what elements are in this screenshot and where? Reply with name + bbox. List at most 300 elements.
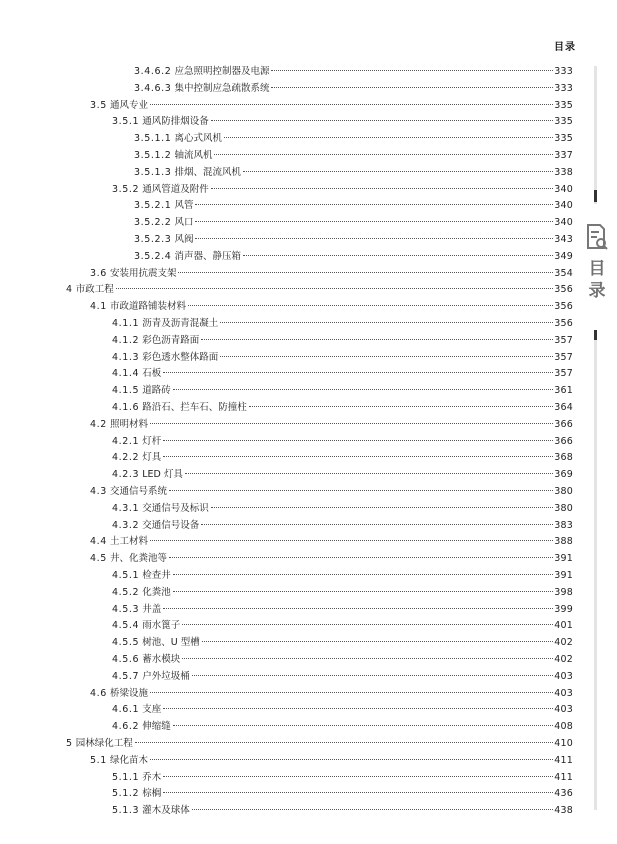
toc-entry-text: 市政工程 <box>75 284 114 296</box>
toc-page-number: 408 <box>554 721 573 733</box>
toc-entry-number: 5.1 <box>90 754 107 766</box>
toc-entry-number: 4.1.6 <box>112 402 140 413</box>
toc-page-number: 335 <box>554 116 573 128</box>
toc-entry-title <box>134 215 194 232</box>
toc-entry-text: 石板 <box>142 368 162 380</box>
toc-row <box>0 803 617 820</box>
toc-entry-title <box>112 770 162 787</box>
toc-entry[interactable] <box>112 568 573 585</box>
toc-row <box>0 350 617 367</box>
toc-entry-text: 雨水篦子 <box>142 620 181 632</box>
toc-entry-title <box>112 400 248 417</box>
toc-entry-text: 井、化粪池等 <box>109 553 167 565</box>
toc-entry-text: 通风管道及附件 <box>142 183 209 195</box>
toc-entry-text: 通风防排烟设备 <box>142 116 209 128</box>
toc-entry-number: 4.5.4 <box>112 620 140 632</box>
toc-entry-number: 4.1 <box>90 301 107 313</box>
toc-entry[interactable] <box>112 602 573 619</box>
toc-leader-dots <box>163 456 553 457</box>
toc-leader-dots <box>192 675 554 676</box>
toc-leader-dots <box>163 440 553 441</box>
toc-entry[interactable] <box>112 400 573 417</box>
toc-row <box>0 98 617 115</box>
toc-entry[interactable] <box>90 534 573 551</box>
toc-row <box>0 450 617 467</box>
page-header-title: 目录 <box>554 42 576 53</box>
toc-row <box>0 383 617 400</box>
toc-row <box>0 568 617 585</box>
toc-entry-text: 彩色沥青路面 <box>142 334 200 346</box>
toc-entry[interactable] <box>134 215 573 232</box>
side-decoration-line-top <box>594 66 597 204</box>
toc-entry-text: 绿化苗木 <box>109 754 148 766</box>
toc-entry-text: 灯杆 <box>142 435 162 447</box>
toc-entry-title <box>90 753 149 770</box>
toc-leader-dots <box>211 120 554 121</box>
toc-row <box>0 249 617 266</box>
toc-row <box>0 165 617 182</box>
toc-leader-dots <box>163 776 553 777</box>
toc-entry-title <box>112 450 162 467</box>
toc-page-number: 366 <box>554 435 573 447</box>
toc-leader-dots <box>150 692 553 693</box>
toc-row <box>0 467 617 484</box>
toc-entry-text: 消声器、静压箱 <box>174 250 241 262</box>
toc-page-number: 398 <box>554 586 573 598</box>
toc-entry[interactable] <box>112 467 573 484</box>
toc-page-number: 340 <box>554 217 573 229</box>
toc-entry-text: 支座 <box>142 704 162 716</box>
toc-entry-title <box>134 232 194 249</box>
toc-entry[interactable] <box>134 165 573 182</box>
toc-entry-title <box>66 282 115 299</box>
toc-row <box>0 669 617 686</box>
document-list-icon <box>585 222 609 252</box>
toc-entry[interactable] <box>112 333 573 350</box>
toc-entry-number: 3.5 <box>90 99 107 111</box>
toc-entry-title <box>112 182 210 199</box>
toc-entry-text: 树池、U 型槽 <box>142 637 200 649</box>
toc-leader-dots <box>202 641 554 642</box>
toc-row <box>0 417 617 434</box>
toc-entry-number: 4.5.2 <box>112 586 140 598</box>
toc-entry-title <box>112 383 172 400</box>
toc-entry-number: 4.2.3 <box>112 469 140 481</box>
toc-page-number: 356 <box>554 284 573 296</box>
toc-row <box>0 198 617 215</box>
toc-page-number: 380 <box>554 502 573 514</box>
toc-entry-title <box>112 366 162 383</box>
toc-entry-title <box>112 719 172 736</box>
toc-entry-text: 应急照明控制器及电源 <box>174 66 270 77</box>
toc-leader-dots <box>163 608 553 609</box>
toc-leader-dots <box>173 574 554 575</box>
toc-entry-number: 3.5.2.1 <box>134 200 172 212</box>
toc-page-number: 410 <box>554 738 573 749</box>
toc-page-number: 403 <box>554 704 573 716</box>
toc-entry-number: 3.5.2.2 <box>134 217 172 229</box>
toc-leader-dots <box>182 658 553 659</box>
toc-entry-number: 4.5.5 <box>112 637 140 649</box>
toc-entry-number: 4.2.1 <box>112 435 140 447</box>
toc-page-number: 391 <box>554 553 573 565</box>
toc-leader-dots <box>173 389 554 390</box>
toc-entry-text: 彩色透水整体路面 <box>142 351 219 363</box>
toc-leader-dots <box>169 557 553 558</box>
toc-entry-text: 交通信号设备 <box>142 519 200 531</box>
toc-entry-number: 3.5.1.1 <box>134 133 172 145</box>
toc-row <box>0 299 617 316</box>
toc-entry[interactable] <box>112 182 573 199</box>
toc-leader-dots <box>249 406 554 407</box>
toc-entry-number: 4.1.3 <box>112 351 140 363</box>
toc-entry-text: 离心式风机 <box>174 133 222 145</box>
toc-entry-number: 4 <box>66 284 73 296</box>
toc-leader-dots <box>163 708 553 709</box>
toc-row <box>0 618 617 635</box>
toc-entry-number: 3.5.1.3 <box>134 166 172 178</box>
toc-row <box>0 215 617 232</box>
toc-entry-title <box>90 534 149 551</box>
toc-entry[interactable] <box>112 803 573 820</box>
toc-entry-number: 3.5.2 <box>112 183 140 195</box>
toc-entry-text: 蓄水模块 <box>142 654 181 665</box>
toc-entry[interactable] <box>112 585 573 602</box>
toc-entry[interactable] <box>112 635 573 652</box>
toc-entry[interactable] <box>112 434 573 451</box>
toc-entry[interactable] <box>134 198 573 215</box>
toc-page-number: 337 <box>554 150 573 161</box>
toc-leader-dots <box>271 87 553 88</box>
toc-entry-number: 4.1.2 <box>112 334 140 346</box>
side-tab-label <box>586 258 608 302</box>
toc-entry[interactable] <box>134 131 573 148</box>
toc-entry-title <box>112 618 181 635</box>
toc-page-number: 340 <box>554 200 573 212</box>
toc-leader-dots <box>173 725 554 726</box>
toc-row <box>0 518 617 535</box>
toc-entry[interactable] <box>112 719 573 736</box>
toc-row <box>0 551 617 568</box>
toc-entry[interactable] <box>112 518 573 535</box>
toc-entry[interactable] <box>134 81 573 98</box>
toc-row <box>0 131 617 148</box>
toc-leader-dots <box>188 305 553 306</box>
toc-entry-title <box>112 316 219 333</box>
toc-leader-dots <box>163 792 553 793</box>
toc-entry[interactable] <box>90 753 573 770</box>
toc-row <box>0 266 617 283</box>
toc-entry-text: LED 灯具 <box>142 469 183 481</box>
toc-leader-dots <box>220 356 553 357</box>
toc-row <box>0 232 617 249</box>
toc-row <box>0 585 617 602</box>
toc-entry-text: 市政道路铺装材料 <box>109 301 186 313</box>
toc-entry-text: 风口 <box>174 217 194 229</box>
toc-leader-dots <box>195 204 553 205</box>
toc-leader-dots <box>116 288 554 289</box>
toc-page-number: 402 <box>554 654 573 665</box>
toc-entry-title <box>112 501 210 518</box>
toc-page-number: 438 <box>554 805 573 817</box>
toc-page-number: 340 <box>554 183 573 195</box>
toc-page-number: 391 <box>554 570 573 581</box>
toc-entry-number: 3.5.1 <box>112 116 140 128</box>
toc-entry-title <box>112 585 172 602</box>
toc-entry-number: 5.1.3 <box>112 805 140 817</box>
toc-row <box>0 686 617 703</box>
toc-leader-dots <box>201 339 553 340</box>
toc-leader-dots <box>211 188 554 189</box>
toc-page-number: 335 <box>554 99 573 111</box>
toc-leader-dots <box>220 322 553 323</box>
toc-leader-dots <box>211 507 554 508</box>
toc-entry-number: 4.1.1 <box>112 318 140 329</box>
toc-entry[interactable] <box>112 786 573 803</box>
toc-entry-number: 3.4.6.2 <box>134 66 172 77</box>
toc-entry[interactable] <box>112 450 573 467</box>
toc-entry-title <box>112 114 210 131</box>
toc-row <box>0 501 617 518</box>
toc-entry-number: 3.4.6.3 <box>134 82 172 94</box>
toc-leader-dots <box>150 423 553 424</box>
toc-entry-text: 排烟、混流风机 <box>174 166 241 178</box>
toc-entry-text: 检查井 <box>142 570 171 581</box>
toc-page-number: 356 <box>554 318 573 329</box>
toc-page-number: 357 <box>554 368 573 380</box>
toc-page-number: 356 <box>554 301 573 313</box>
toc-entry-title <box>112 669 191 686</box>
toc-entry-title <box>90 484 168 501</box>
toc-leader-dots <box>182 624 553 625</box>
toc-page-number: 357 <box>554 334 573 346</box>
toc-entry[interactable] <box>66 736 573 753</box>
toc-entry-title <box>112 803 191 820</box>
toc-page-number: 402 <box>554 637 573 649</box>
toc-leader-dots <box>271 70 553 71</box>
toc-entry[interactable] <box>90 417 573 434</box>
toc-entry-title <box>90 299 187 316</box>
toc-entry-title <box>134 148 213 165</box>
toc-entry-text: 井盖 <box>142 603 162 615</box>
toc-row <box>0 602 617 619</box>
side-decoration-line-bottom <box>594 330 597 810</box>
toc-entry-title <box>90 417 149 434</box>
toc-entry-title <box>66 736 134 753</box>
toc-entry[interactable] <box>112 652 573 669</box>
toc-entry-number: 5 <box>66 738 73 749</box>
toc-entry-number: 4.5.3 <box>112 603 140 615</box>
toc-entry-title <box>112 518 200 535</box>
toc-entry[interactable] <box>134 64 573 81</box>
toc-row <box>0 316 617 333</box>
toc-entry[interactable] <box>90 98 573 115</box>
toc-entry[interactable] <box>112 669 573 686</box>
toc-leader-dots <box>169 490 553 491</box>
toc-page-number: 380 <box>554 486 573 497</box>
toc-entry-title <box>134 249 242 266</box>
toc-row <box>0 434 617 451</box>
toc-entry-text: 土工材料 <box>109 536 148 548</box>
toc-leader-dots <box>243 171 553 172</box>
toc-page-number: 369 <box>554 469 573 481</box>
toc-entry-text: 伸缩缝 <box>142 721 171 733</box>
toc-page-number: 357 <box>554 351 573 363</box>
toc-entry-number: 4.5.7 <box>112 670 140 682</box>
toc-row <box>0 534 617 551</box>
toc-row <box>0 148 617 165</box>
toc-entry-text: 交通信号系统 <box>109 486 167 497</box>
toc-entry-number: 5.1.1 <box>112 771 140 783</box>
toc-entry-text: 灌木及球体 <box>142 805 190 817</box>
toc-entry-number: 4.6.1 <box>112 704 140 716</box>
toc-entry-number: 4.3.2 <box>112 519 140 531</box>
toc-entry[interactable] <box>112 770 573 787</box>
toc-page-number: 436 <box>554 788 573 800</box>
side-tab-label-top: 目 <box>588 259 606 279</box>
toc-entry-text: 风管 <box>174 200 194 212</box>
toc-entry-text: 沥青及沥青混凝土 <box>142 318 219 329</box>
toc-entry-number: 5.1.2 <box>112 788 140 800</box>
toc-row <box>0 736 617 753</box>
toc-entry[interactable] <box>112 702 573 719</box>
toc-page-number: 388 <box>554 536 573 548</box>
toc-entry[interactable] <box>90 484 573 501</box>
toc-leader-dots <box>173 591 554 592</box>
toc-leader-dots <box>150 104 553 105</box>
toc-entry-text: 集中控制应急疏散系统 <box>174 82 270 94</box>
toc-row <box>0 635 617 652</box>
toc-entry-title <box>112 635 201 652</box>
toc-entry-text: 棕榈 <box>142 788 162 800</box>
toc-page-number: 349 <box>554 250 573 262</box>
toc-row <box>0 182 617 199</box>
toc-leader-dots <box>195 221 553 222</box>
toc-leader-dots <box>185 473 553 474</box>
toc-page-number: 361 <box>554 385 573 397</box>
toc-entry-number: 4.1.5 <box>112 385 140 397</box>
toc-row <box>0 81 617 98</box>
toc-entry-number: 4.5.6 <box>112 654 140 665</box>
toc-entry-number: 3.6 <box>90 267 107 279</box>
toc-page-number: 354 <box>554 267 573 279</box>
toc-row <box>0 282 617 299</box>
toc-page-number: 368 <box>554 452 573 464</box>
toc-entry-title <box>112 333 200 350</box>
toc-entry[interactable] <box>90 686 573 703</box>
toc-entry[interactable] <box>112 501 573 518</box>
toc-row <box>0 64 617 81</box>
toc-entry-title <box>112 702 162 719</box>
toc-page-number: 343 <box>554 234 573 245</box>
toc-entry-title <box>134 165 242 182</box>
toc-entry-text: 桥梁设施 <box>109 687 148 699</box>
toc-row <box>0 652 617 669</box>
toc-row <box>0 333 617 350</box>
toc-page-number: 364 <box>554 402 573 413</box>
toc-row <box>0 366 617 383</box>
toc-entry[interactable] <box>112 618 573 635</box>
toc-row <box>0 786 617 803</box>
toc-page-number: 401 <box>554 620 573 632</box>
toc-entry-number: 4.3.1 <box>112 502 140 514</box>
toc-page-number: 411 <box>554 771 573 783</box>
toc-page-number: 333 <box>554 66 573 77</box>
toc-entry[interactable] <box>112 366 573 383</box>
toc-leader-dots <box>201 524 553 525</box>
side-decoration-mark-bottom <box>594 330 597 340</box>
toc-entry-title <box>134 64 270 81</box>
toc-leader-dots <box>243 255 553 256</box>
toc-entry-text: 道路砖 <box>142 385 171 397</box>
toc-leader-dots <box>195 238 553 239</box>
toc-entry-text: 园林绿化工程 <box>75 738 133 749</box>
toc-leader-dots <box>150 759 553 760</box>
toc-leader-dots <box>192 809 554 810</box>
toc-page-number: 366 <box>554 418 573 430</box>
toc-leader-dots <box>224 137 553 138</box>
toc-entry[interactable] <box>134 148 573 165</box>
toc-entry-text: 轴流风机 <box>174 150 213 161</box>
toc-entry-title <box>112 350 219 367</box>
toc-entry-number: 4.2 <box>90 418 107 430</box>
toc-entry-text: 路沿石、拦车石、防撞柱 <box>142 402 247 413</box>
toc-entry-title <box>112 434 162 451</box>
side-tab-label-bottom: 录 <box>588 281 606 301</box>
toc-entry-text: 交通信号及标识 <box>142 502 209 514</box>
toc-entry-number: 4.5.1 <box>112 570 140 581</box>
toc-entry-text: 乔木 <box>142 771 162 783</box>
toc-entry-number: 3.5.2.4 <box>134 250 172 262</box>
toc-entry[interactable] <box>90 299 573 316</box>
toc-entry-number: 3.5.1.2 <box>134 150 172 161</box>
toc-page-number: 399 <box>554 603 573 615</box>
toc-page-number: 403 <box>554 670 573 682</box>
toc-entry[interactable] <box>134 249 573 266</box>
toc-entry-text: 化粪池 <box>142 586 171 598</box>
toc-entry-text: 户外垃圾桶 <box>142 670 190 682</box>
toc-entry-title <box>112 568 172 585</box>
toc-entry-number: 4.4 <box>90 536 107 548</box>
toc-entry-title <box>112 467 184 484</box>
toc-entry[interactable] <box>134 232 573 249</box>
toc-entry[interactable] <box>112 316 573 333</box>
toc-entry[interactable] <box>90 266 573 283</box>
toc-page-number: 411 <box>554 754 573 766</box>
toc-entry[interactable] <box>112 350 573 367</box>
toc-entry-number: 3.5.2.3 <box>134 234 172 245</box>
toc-entry[interactable] <box>90 551 573 568</box>
toc-entry-title <box>90 98 149 115</box>
toc-entry-number: 4.2.2 <box>112 452 140 464</box>
toc-entry[interactable] <box>112 114 573 131</box>
toc-page-number: 335 <box>554 133 573 145</box>
toc-entry-title <box>112 652 181 669</box>
toc-entry-title <box>112 602 162 619</box>
toc-entry-number: 4.3 <box>90 486 107 497</box>
toc-row <box>0 114 617 131</box>
toc-entry-title <box>112 786 162 803</box>
toc-page-number: 403 <box>554 687 573 699</box>
toc-entry[interactable] <box>112 383 573 400</box>
toc-page-number: 383 <box>554 519 573 531</box>
toc-entry-text: 灯具 <box>142 452 162 464</box>
toc-row <box>0 702 617 719</box>
toc-entry[interactable] <box>66 282 573 299</box>
toc-leader-dots <box>178 272 553 273</box>
toc-row <box>0 753 617 770</box>
toc-page-number: 333 <box>554 82 573 94</box>
